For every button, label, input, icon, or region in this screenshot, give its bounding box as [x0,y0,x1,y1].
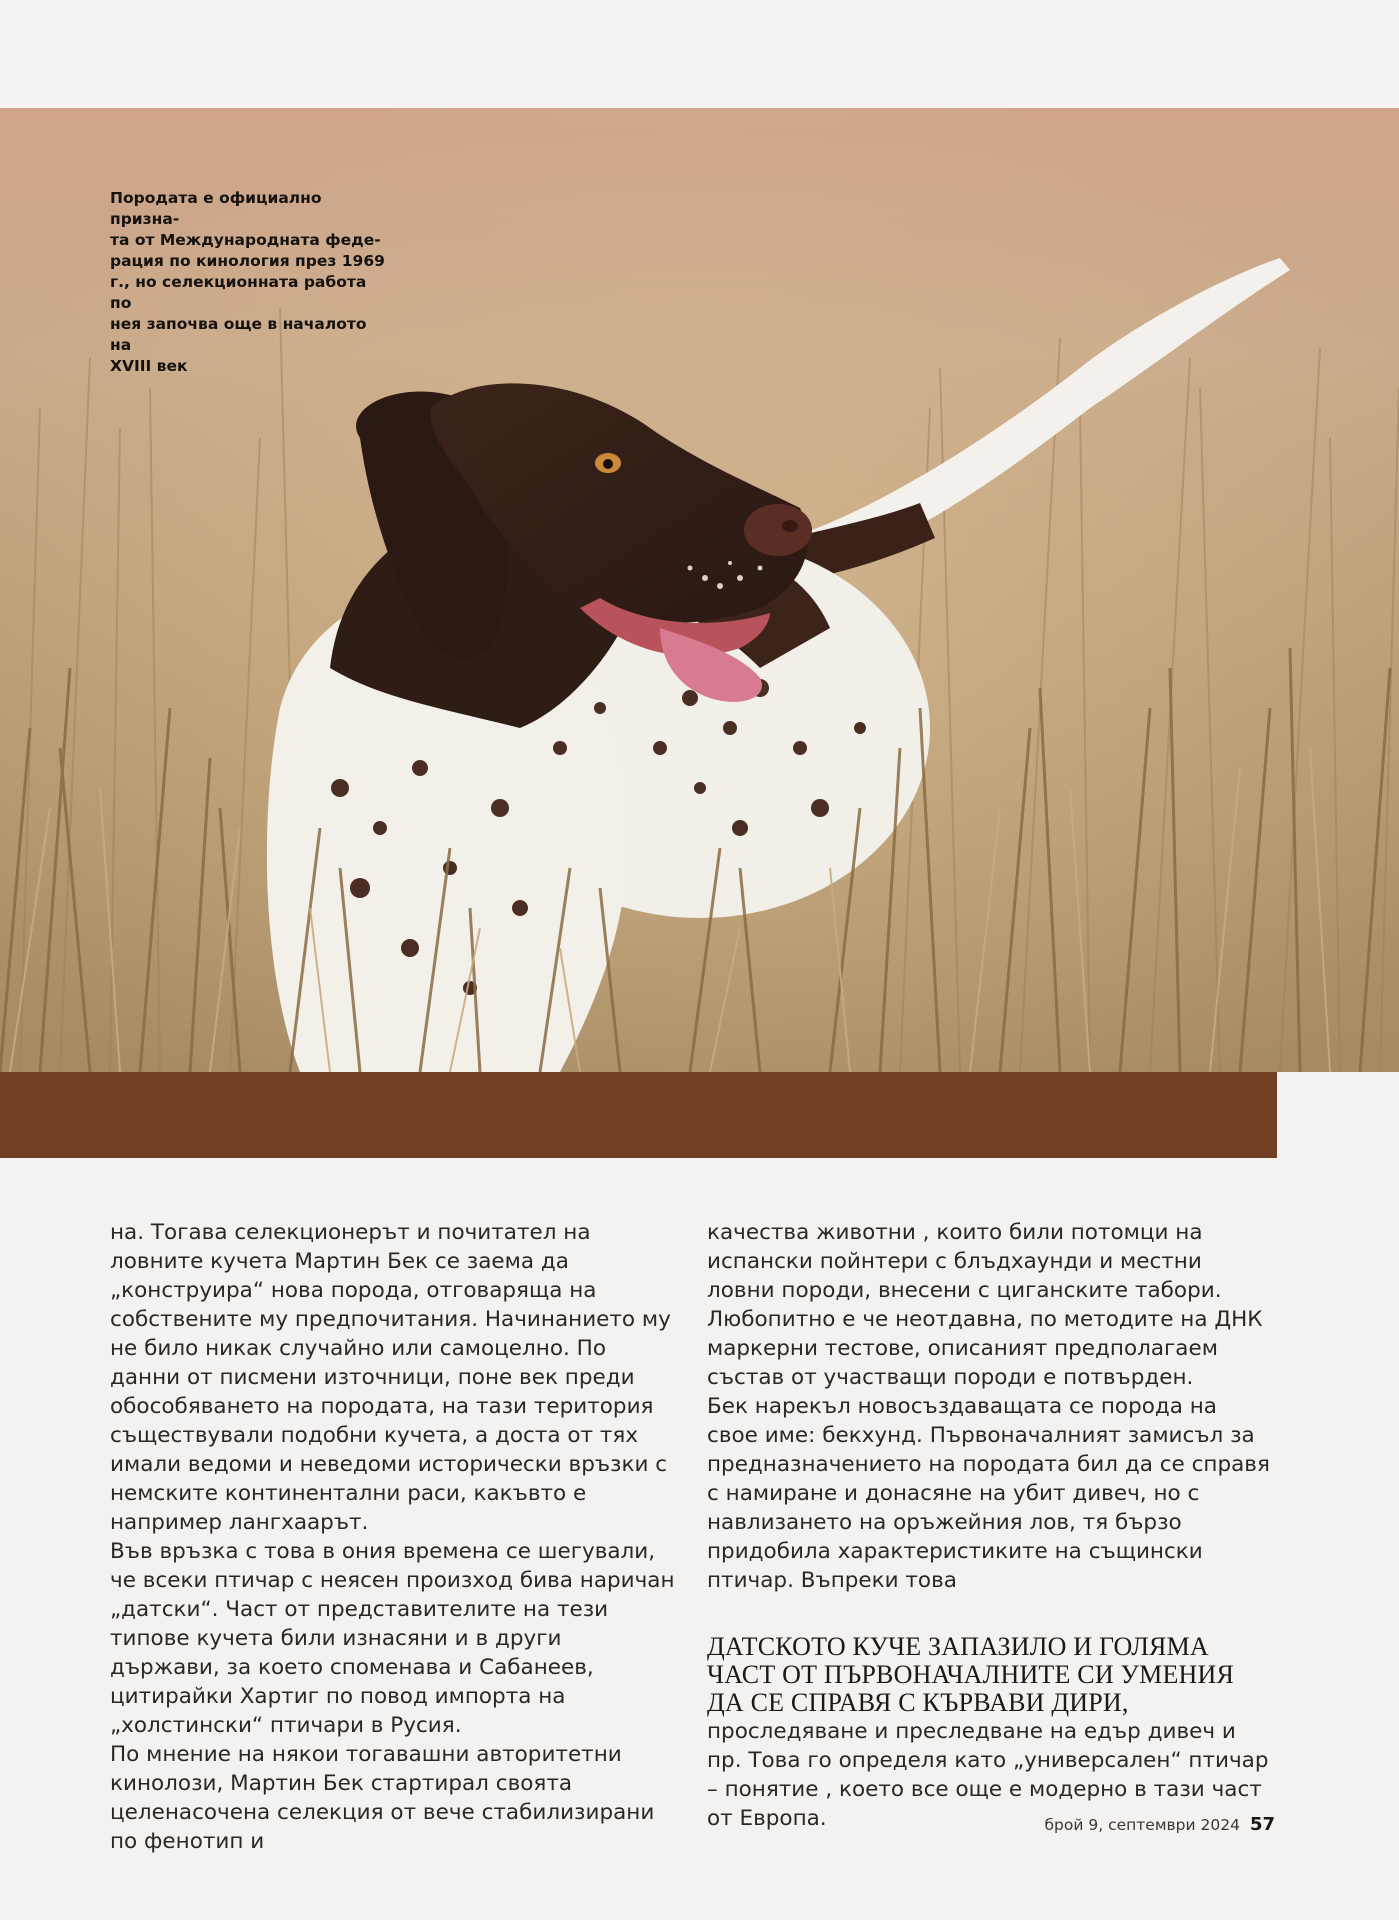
paragraph: Любопитно е че неотдавна, по методите на ДНК маркерни тестове, описаният предполагаем състав от участващи породи е потвърден. [707,1307,1263,1390]
paragraph: проследяване и преследване на едър дивеч и пр. Това го определя като „универсален“ птичар – понятие , което все още е модерно в тази част от Европа. [707,1719,1269,1831]
paragraph: Бек нарекъл новосъздаващата се порода на свое име: бекхунд. Първоначалният замисъл за предназначението на породата бил да се справя с намиране и донасяне на убит дивеч, но с навлизането на оръжейния лов, тя бързо придобила характеристиките на същински птичар. Въпреки това [707,1394,1270,1593]
accent-band [0,1072,1277,1158]
photo-caption: Породата е официално призна- та от Международната феде- рация по кинология през 1969 г., но селекционната работа по нея започва още в началото на XVIII век [110,189,385,375]
paragraph: на. Тогава селекционерът и почитател на ловните кучета Мартин Бек се заема да „конструира“ нова порода, отговаряща на собствените му предпочитания. Начинанието му не било никак случайно или самоцелно. По данни от писмени източници, поне век преди обособяването на породата, на тази територия съществували подобни кучета, а доста от тях имали ведоми и неведоми исторически връзки с немските континентални раси, какъвто е например лангхаарът. [110,1220,671,1535]
page-footer [1044,1814,1275,1835]
article-column-left [110,1218,676,1856]
paragraph: Във връзка с това в ония времена се шегували, че всеки птичар с неясен произход бива наричан „датски“. Част от представителите на тези типове кучета били изнасяни и в други държави, за което споменава и Сабанеев, цитирайки Хартиг по повод импорта на „холстински“ птичари в Русия. [110,1539,675,1738]
paragraph: качества животни , които били потомци на испански пойнтери с блъдхаунди и местни ловни породи, внесени с циганските табори. [707,1220,1222,1303]
page-number: 57 [1249,1814,1275,1835]
paragraph: По мнение на някои тогавашни авторитетни кинолози, Мартин Бек стартирал своята целенасочена селекция от вече стабилизирани по фенотип и [110,1742,655,1854]
issue-label: брой 9, септември 2024 [1044,1816,1240,1834]
pull-heading: ДАТСКОТО КУЧЕ ЗАПАЗИЛО И ГОЛЯМА ЧАСТ ОТ ПЪРВОНАЧАЛНИТЕ СИ УМЕНИЯ ДА СЕ СПРАВЯ С КЪРВАВИ ДИРИ, [707,1632,1235,1717]
article-column-right [707,1218,1273,1833]
